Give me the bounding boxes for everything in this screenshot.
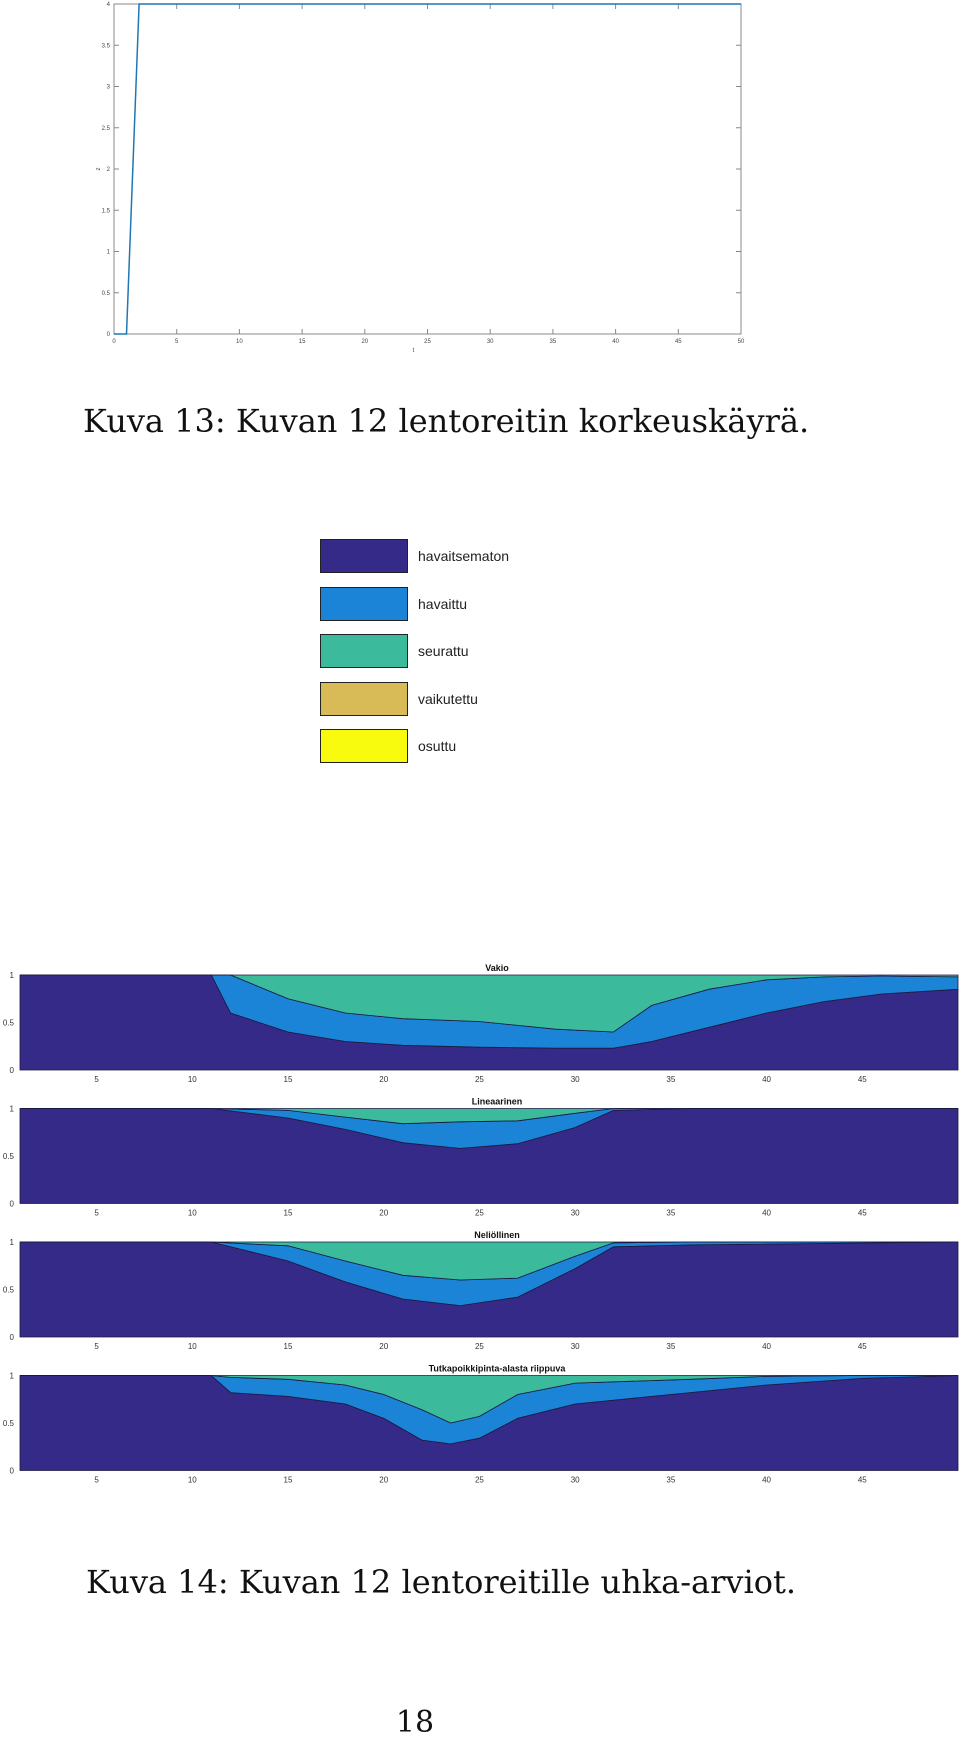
x-tick-label: 30 <box>486 339 494 345</box>
x-tick-label: 45 <box>857 1208 867 1218</box>
page-number: 18 <box>395 1705 435 1740</box>
x-tick-label: 10 <box>236 339 243 345</box>
y-tick-label: 1 <box>9 1238 14 1247</box>
x-tick-label: 10 <box>187 1075 197 1084</box>
panel-4 <box>3 1364 958 1485</box>
x-tick-label: 20 <box>379 1208 389 1218</box>
y-tick-label: 0 <box>9 1066 14 1075</box>
x-tick-label: 45 <box>857 1075 867 1084</box>
threat-assessment-charts <box>0 955 960 1495</box>
legend-swatch <box>320 729 408 763</box>
panel-title: Tutkapoikkipinta-alasta riippuva <box>428 1363 566 1374</box>
legend-swatch <box>320 682 408 716</box>
y-axis-label: z <box>96 167 102 171</box>
x-tick-label: 20 <box>361 339 369 345</box>
y-tick-label: 0.5 <box>2 1152 14 1161</box>
x-tick-label: 25 <box>424 339 431 345</box>
x-tick-label: 0 <box>112 339 116 345</box>
x-tick-label: 40 <box>762 1075 772 1084</box>
y-tick-label: 3.5 <box>101 43 110 50</box>
legend-swatch <box>320 587 408 621</box>
panel-title: Neliöllinen <box>474 1230 520 1240</box>
x-tick-label: 15 <box>283 1475 293 1485</box>
x-tick-label: 10 <box>187 1208 197 1218</box>
y-tick-label: 0 <box>9 1199 14 1209</box>
y-tick-label: 0 <box>106 332 110 338</box>
legend-label: seurattu <box>418 643 469 659</box>
x-tick-label: 30 <box>570 1475 580 1485</box>
x-tick-label: 35 <box>666 1075 676 1084</box>
x-tick-label: 10 <box>187 1475 197 1485</box>
legend-label: osuttu <box>418 738 457 754</box>
y-tick-label: 1 <box>9 971 14 980</box>
x-tick-label: 45 <box>674 339 682 345</box>
y-tick-label: 1 <box>9 1104 14 1114</box>
x-tick-label: 5 <box>94 1075 99 1084</box>
y-tick-label: 2 <box>106 167 110 173</box>
x-tick-label: 5 <box>94 1208 99 1218</box>
x-tick-label: 35 <box>666 1208 676 1218</box>
legend-item-vaikutettu <box>320 681 478 717</box>
y-tick-label: 1 <box>9 1371 14 1381</box>
x-tick-label: 20 <box>379 1475 389 1485</box>
x-tick-label: 15 <box>283 1208 293 1218</box>
y-tick-label: 0.5 <box>2 1419 14 1428</box>
legend-swatch <box>320 634 408 668</box>
x-tick-label: 30 <box>570 1208 580 1218</box>
x-tick-label: 45 <box>857 1475 867 1485</box>
panel-title: Vakio <box>485 963 509 973</box>
legend-swatch <box>320 539 408 573</box>
x-tick-label: 40 <box>762 1208 772 1218</box>
x-tick-label: 35 <box>666 1475 676 1485</box>
panel-3 <box>3 1230 958 1351</box>
plot-frame <box>114 4 741 334</box>
y-tick-label: 0 <box>9 1333 14 1342</box>
x-tick-label: 5 <box>94 1475 99 1485</box>
y-tick-label: 0 <box>9 1466 14 1476</box>
legend-item-havaitsematon <box>320 538 509 574</box>
x-tick-label: 10 <box>187 1342 197 1351</box>
x-tick-label: 40 <box>762 1342 772 1351</box>
altitude-chart <box>0 0 960 360</box>
x-axis-label: t <box>412 348 415 354</box>
legend-item-osuttu <box>320 728 456 764</box>
x-tick-label: 15 <box>298 339 306 345</box>
legend-label: havaitsematon <box>418 548 510 564</box>
legend-item-seurattu <box>320 633 469 669</box>
x-tick-label: 15 <box>283 1075 293 1084</box>
y-tick-label: 0.5 <box>101 290 110 297</box>
x-tick-label: 40 <box>762 1475 772 1485</box>
y-tick-label: 4 <box>106 2 110 8</box>
x-tick-label: 25 <box>474 1208 484 1218</box>
y-tick-label: 2.5 <box>101 125 110 132</box>
x-tick-label: 25 <box>474 1342 484 1351</box>
x-tick-label: 45 <box>857 1342 867 1351</box>
x-tick-label: 40 <box>612 339 619 345</box>
altitude-series-line <box>114 4 741 334</box>
x-tick-label: 5 <box>175 339 179 345</box>
y-tick-label: 3 <box>106 84 110 91</box>
x-tick-label: 50 <box>737 339 745 345</box>
y-tick-label: 1 <box>106 249 110 256</box>
y-tick-label: 0.5 <box>2 1018 14 1028</box>
x-tick-label: 35 <box>549 339 557 345</box>
x-tick-label: 25 <box>474 1475 484 1485</box>
x-tick-label: 20 <box>379 1075 389 1084</box>
x-tick-label: 35 <box>666 1342 676 1351</box>
panel-2 <box>3 1097 958 1218</box>
x-tick-label: 25 <box>474 1075 484 1084</box>
panel-1 <box>3 963 958 1084</box>
x-tick-label: 5 <box>94 1342 99 1351</box>
x-tick-label: 30 <box>570 1342 580 1351</box>
legend-item-havaittu <box>320 586 467 622</box>
figure-13-caption: Kuva 13: Kuvan 12 lentoreitin korkeuskäyrä. <box>83 402 810 440</box>
panel-title: Lineaarinen <box>471 1096 523 1107</box>
figure-14-caption: Kuva 14: Kuvan 12 lentoreitille uhka-arviot. <box>86 1563 796 1601</box>
x-tick-label: 15 <box>283 1342 293 1351</box>
legend-label: havaittu <box>418 595 468 612</box>
legend-label: vaikutettu <box>418 690 478 707</box>
x-tick-label: 20 <box>379 1342 389 1351</box>
y-tick-label: 1.5 <box>101 208 110 215</box>
y-tick-label: 0.5 <box>2 1285 14 1295</box>
x-tick-label: 30 <box>570 1075 580 1084</box>
